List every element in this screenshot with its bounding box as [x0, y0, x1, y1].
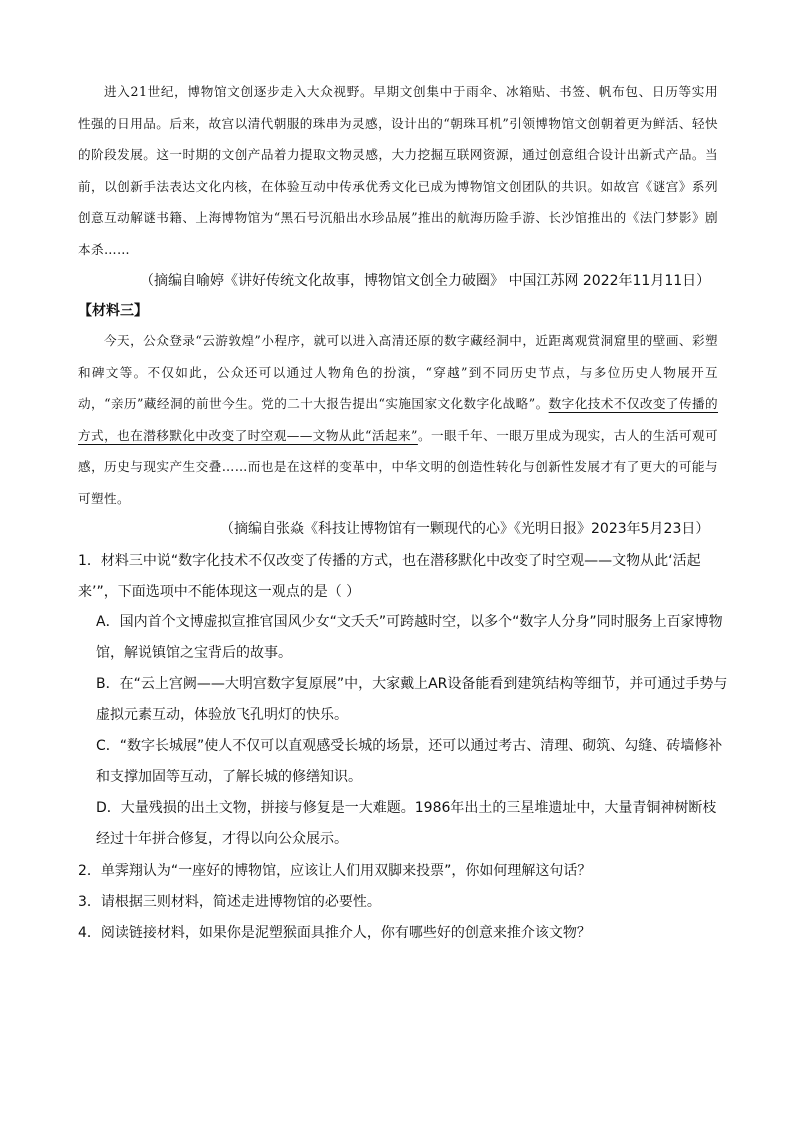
option-a: A．国内首个文博虚拟宣推官国风少女“文夭夭”可跨越时空，以多个“数字人分身”同时服务上百家博物馆，解说镇馆之宝背后的故事。 — [96, 614, 723, 661]
question-3: 3．请根据三则材料，简述走进博物馆的必要性。 — [78, 894, 381, 910]
question-2: 2．单霁翔认为“一座好的博物馆，应该让人们用双脚来投票”，你如何理解这句话？ — [78, 863, 592, 879]
option-b: B．在“云上宫阙——大明宫数字复原展”中，大家戴上AR设备能看到建筑结构等细节，并可通过手势与虚拟元素互动，体验放飞孔明灯的快乐。 — [96, 676, 728, 723]
material-two-source: （摘编自喻婷《讲好传统文化故事，博物馆文创全力破圈》 中国江苏网 2022年11月11日） — [140, 273, 711, 289]
material-three-text-after: 。一眼千年、一眼万里成为现实，古人的生活可观可感，历史与现实产生交叠……而也是在这样的变革中，中华文明的创造性转化与创新性发展才有了更大的可能与可塑性。 — [78, 427, 718, 506]
material-two-paragraph: 进入21世纪，博物馆文创逐步走入大众视野。早期文创集中于雨伞、冰箱贴、书签、帆布包、日历等实用性强的日用品。后来，故宫以清代朝服的珠串为灵感，设计出的“朝珠耳机”引领博物馆文创朝着更为鲜活、轻快的阶段发展。这一时期的文创产品着力提取文物灵感，大力挖掘互联网资源，通过创意组合设计出新式产品。当前，以创新手法表达文化内核，在体验互动中传承优秀文化已成为博物馆文创团队的共识。如故宫《谜宫》系列创意互动解谜书籍、上海博物馆为“黑石号沉船出水珍品展”推出的航海历险手游、长沙馆推出的《法门梦影》剧本杀…… — [78, 84, 718, 257]
question-4: 4．阅读链接材料，如果你是泥塑猴面具推介人，你有哪些好的创意来推介该文物？ — [78, 925, 591, 941]
material-three-underlined-quote: 数字化技术不仅改变了传播的方式，也在潜移默化中改变了时空观——文物从此“活起来” — [78, 396, 719, 443]
material-three-heading: 【材料三】 — [78, 303, 148, 319]
option-c: C．“数字长城展”使人不仅可以直观感受长城的场景，还可以通过考古、清理、砌筑、勾缝、砖墙修补和支撑加固等互动，了解长城的修缮知识。 — [96, 738, 723, 785]
option-d: D．大量残损的出土文物，拼接与修复是一大难题。1986年出土的三星堆遗址中，大量青铜神树断枝经过十年拼合修复，才得以向公众展示。 — [96, 800, 717, 847]
material-three-paragraph — [78, 325, 718, 515]
material-three-source: （摘编自张焱《科技让博物馆有一颗现代的心》《光明日报》2023年5月23日） — [220, 521, 710, 537]
question-1: 1．材料三中说“数字化技术不仅改变了传播的方式，也在潜移默化中改变了时空观——文物从此‘活起来’”，下面选项中不能体现这一观点的是（ ） — [78, 553, 701, 600]
material-three-text-before: 今天，公众登录“云游敦煌”小程序，就可以进入高清还原的数字藏经洞中，近距离观赏洞窟里的壁画、彩塑和碑文等。不仅如此，公众还可以通过人物角色的扮演，“穿越”到不同历史节点，与多位历史人物展开互动，“亲历”藏经洞的前世今生。党的二十大报告提出“实施国家文化数字化战略”。 — [78, 333, 718, 412]
